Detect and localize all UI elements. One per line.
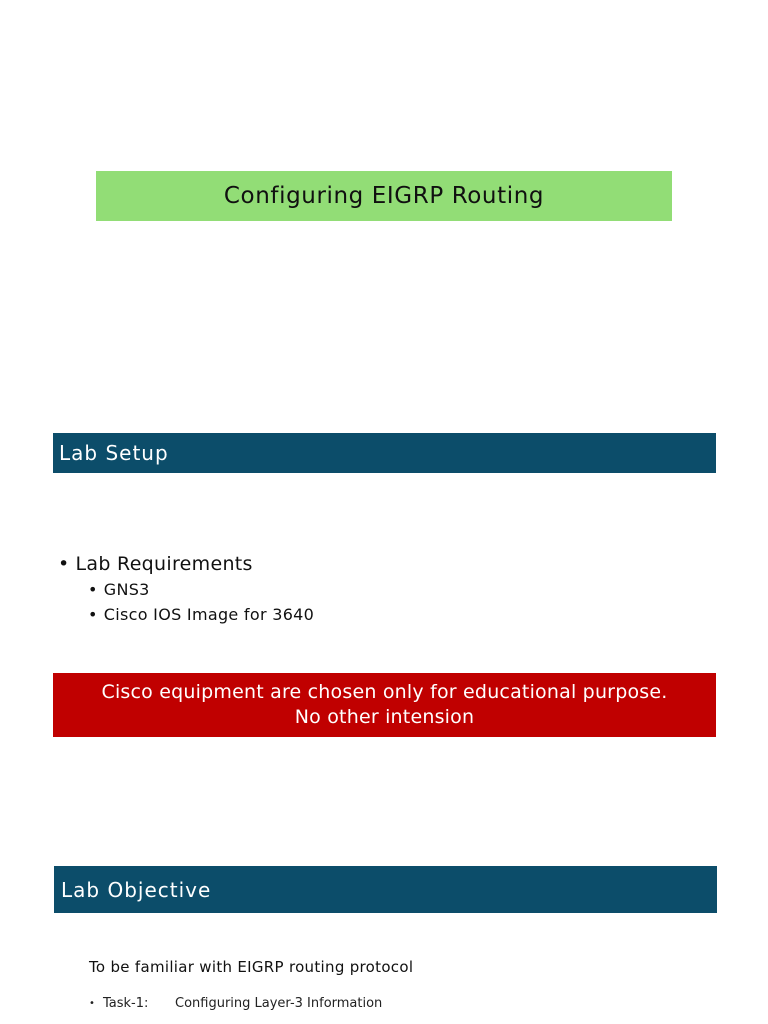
objective-statement: To be familiar with EIGRP routing protocol [89,958,414,976]
requirements-label: Lab Requirements [75,553,253,575]
lab-setup-heading: Lab Setup [59,441,169,465]
list-item [58,551,314,627]
task-description: Configuring Layer-3 Information [175,996,383,1011]
list-item [89,989,382,1019]
title-banner [96,171,672,221]
disclaimer-box [53,673,716,737]
bullet-icon: • [58,553,70,575]
page-title: Configuring EIGRP Routing [223,183,545,209]
requirement-ios-image: Cisco IOS Image for 3640 [103,605,315,624]
task-name: Task-1: [103,996,149,1011]
requirements-sublist [58,577,314,627]
list-item [88,577,314,602]
lab-objective-heading: Lab Objective [61,877,212,902]
disclaimer-line-1: Cisco equipment are chosen only for educational purpose. [101,681,668,703]
lab-objective-header [54,866,717,913]
task-list [89,989,382,1019]
requirement-gns3: GNS3 [103,580,150,599]
bullet-icon: • [88,605,98,624]
lab-setup-header [53,433,716,473]
bullet-icon: • [89,998,95,1009]
list-item [88,602,314,627]
requirements-list [58,551,314,627]
disclaimer-line-2: No other intension [294,706,475,728]
bullet-icon: • [88,580,98,599]
